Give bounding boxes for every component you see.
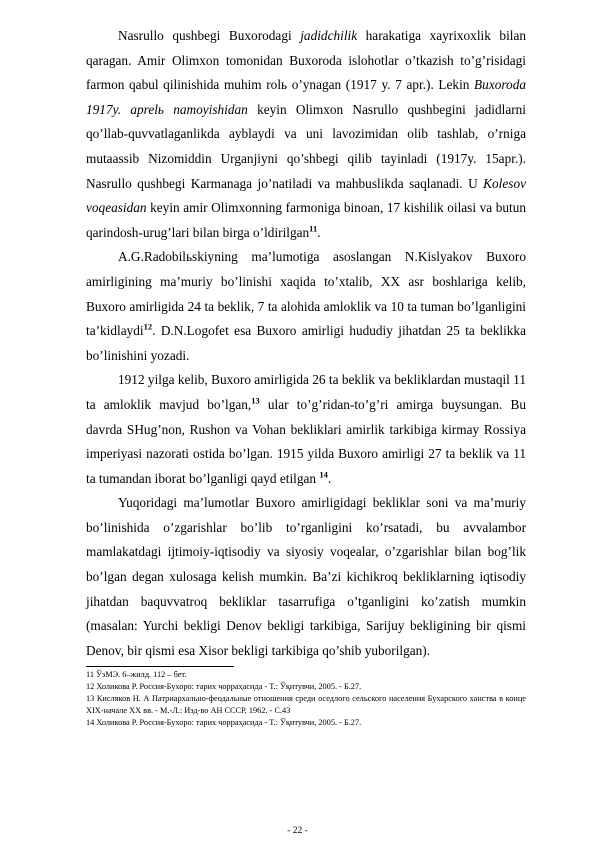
italic-text: jadidchilik xyxy=(300,28,358,43)
paragraph xyxy=(86,368,526,491)
footnote: 13 Кисляков Н. А Патриархально-феодальные отношения среди оседлого сельского населения Бухарского ханства в конце XIX-начале XX вв. - М.-Л.: Изд-во АН СССР, 1962. - С.43 xyxy=(86,694,526,716)
page-content xyxy=(86,24,526,729)
text-run: 1912 yilga kelib, Buxoro amirligida 26 ta beklik va bekliklardan mustaqil 11 ta amloklik mavjud bo’lgan, xyxy=(86,372,526,412)
footnote-ref: 14 xyxy=(319,469,328,480)
footnote: 11 ЎзМЭ. 6–жилд. 112 – бет. xyxy=(86,670,187,680)
footnote-ref: 13 xyxy=(251,395,260,406)
text-run: Nasrullo qushbegi Buxorodagi xyxy=(118,28,301,43)
text-run: A.G.Radobilьskiyning ma’lumotiga asoslangan N.Kislyakov Buxoro amirligining ma’muriy bo’linishi xaqida to’xtalib, XX asr boshlariga kelib, Buxoro amirligida 24 ta beklik, 7 ta alohida amloklik va 10 ta tuman bo’lganligini ta’kidlaydi xyxy=(86,249,526,339)
text-run: keyin amir Olimxonning farmoniga binoan, 17 kishilik oilasi va butun qarindosh-urug’lari bilan birga o’ldirilgan xyxy=(86,200,526,240)
footnote-separator xyxy=(86,666,234,667)
text-run: . xyxy=(317,224,321,240)
text-run: . D.N.Logofet esa Buxoro amirligi hududiy jihatdan 25 ta beklikka bo’linishini yozadi. xyxy=(86,323,526,363)
paragraph xyxy=(86,24,526,245)
text-run: Yuqoridagi ma’lumotlar Buxoro amirligidagi bekliklar soni va ma’muriy bo’linishida o’zgarishlar bo’lib to’rganligini ko’rsatadi, bu avvalambor mamlakatdagi ijtimoiy-iqtisodiy va siyosiy voqealar, o’zgarishlar bilan bog’lik bo’lgan degan xulosaga kelish mumkin. Ba’zi kichikroq bekliklarning iqtisodiy jihatdan baquvvatroq bekliklar tasarrufiga o’tganligini ko’zatish mumkin (masalan: Yurchi bekligi Denov bekligi tarkibiga, Sarijuy bekligining bir qismi Denov, bir qismi esa Xisor bekligi tarkibiga qo’shib yuborilgan). xyxy=(86,495,526,658)
footnote: 14 Холикова Р. Россия-Бухоро: тарих чорраҳасида - Т.: Ўқитувчи, 2005. - Б.27. xyxy=(86,718,362,728)
paragraph xyxy=(86,491,526,663)
paragraph xyxy=(86,245,526,368)
footnote: 12 Холикова Р. Россия-Бухоро: тарих чорраҳасида - Т.: Ўқитувчи, 2005. - Б.27. xyxy=(86,682,362,692)
text-run: . xyxy=(327,470,332,486)
text-run: harakatiga xayrixoxlik bilan qaragan. Amir Olimxon tomonidan Buxoroda islohotlar o’tkazish to’g’risidagi farmon qabul qilinishida muhim rolь o’ynagan (1917 y. 7 apr.). Lekin xyxy=(86,28,527,93)
footnotes xyxy=(86,669,526,729)
body-text xyxy=(86,24,526,663)
page-number: - 22 - xyxy=(287,826,308,836)
footnote-ref: 12 xyxy=(143,321,153,332)
italic-text: Kolesov voqeasidan xyxy=(86,175,526,216)
text-run: keyin Olimxon Nasrullo qushbegini jadidlarni qo’llab-quvvatlaganlikda ayblaydi va uni lavozimidan olib tashlab, o’rniga mutaassib Nizomiddin Urganjiyni qo’shbegi qilib tayinladi (1917y. 15apr.). Nasrullo qushbegi Karmanaga jo’natiladi va mahbuslikda saqlanadi. U xyxy=(86,101,527,191)
text-run: ular to’g’ridan-to’g’ri amirga buysungan. Bu davrda SHug’non, Rushon va Vohan bekliklari amirlik tarkibiga kirmay Rossiya imperiyasi nazorati ostida bo’lgan. 1915 yilda Buxoro amirligi 27 ta beklik va 11 ta tumandan iborat bo’lganligi qayd etilgan xyxy=(86,396,526,486)
footnote-ref: 11 xyxy=(309,223,318,234)
italic-text: Buxoroda 1917y. aprelь namoyishidan xyxy=(86,77,526,117)
